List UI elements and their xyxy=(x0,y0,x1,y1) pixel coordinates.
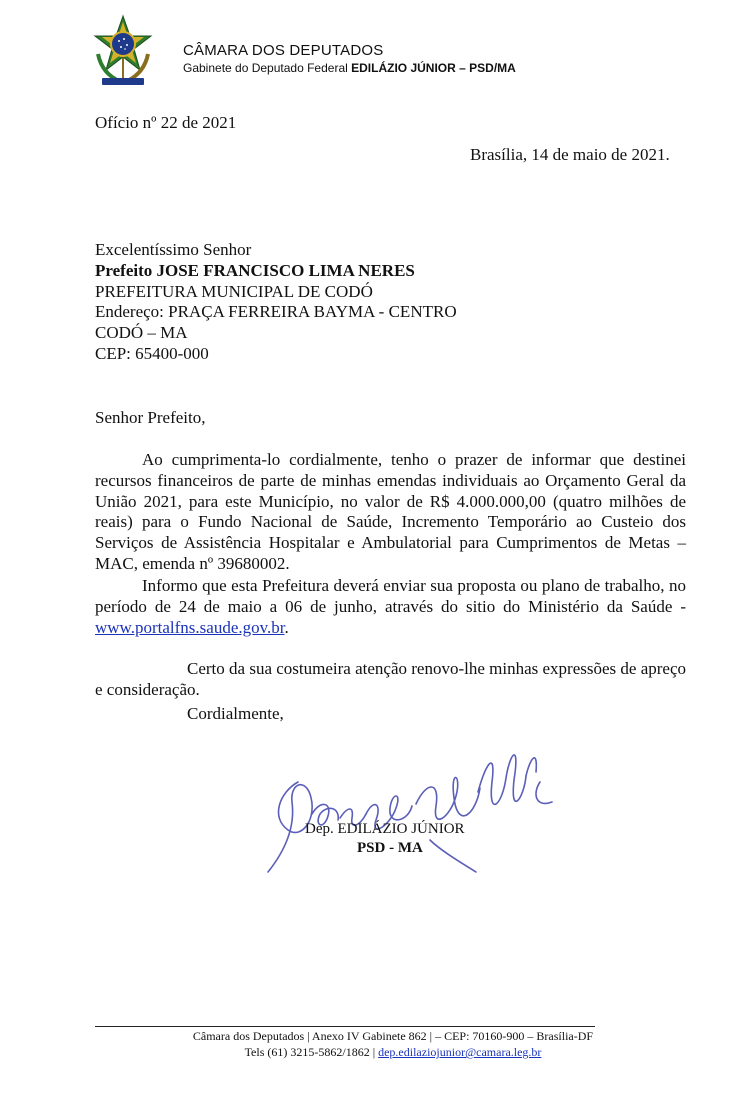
paragraph-2-text xyxy=(95,576,686,638)
handwritten-signature xyxy=(240,722,610,877)
paragraph-2-end: . xyxy=(284,617,289,637)
portal-link[interactable]: www.portalfns.saude.gov.br xyxy=(95,617,285,637)
recipient-cep: CEP: 65400-000 xyxy=(95,343,209,363)
salutation: Senhor Prefeito, xyxy=(95,408,206,427)
letter-reference: Ofício nº 22 de 2021 xyxy=(95,113,237,132)
paragraph-3-text: Certo da sua costumeira atenção renovo-lhe minhas expressões de apreço e consideração. xyxy=(95,659,686,699)
recipient-block xyxy=(95,240,457,365)
header-subtitle xyxy=(183,61,516,75)
recipient-institution: PREFEITURA MUNICIPAL DE CODÓ xyxy=(95,281,373,301)
footer-email-link[interactable]: dep.edilaziojunior@camara.leg.br xyxy=(378,1045,542,1059)
paragraph-1-text: Ao cumprimenta-lo cordialmente, tenho o prazer de informar que destinei recursos financeiros de parte de minhas emendas individuais ao Orçamento Geral da União 2021, para este Município, no valor de R$ 4.000.000,00 (quatro milhões de reais) para o Fundo Nacional de Saúde, Incremento Temporário ao Custeio dos Serviços de Assistência Hospitalar e Ambulatorial para Cumprimentos de Metas – MAC, emenda nº 39680002. xyxy=(95,450,686,573)
header-subtitle-deputy: EDILÁZIO JÚNIOR – PSD/MA xyxy=(351,61,516,75)
footer-contact xyxy=(0,1045,750,1060)
paragraph-2-body: Informo que esta Prefeitura deverá enviar sua proposta ou plano de trabalho, no período de 24 de maio a 06 de junho, através do sitio do Ministério da Saúde - xyxy=(95,576,686,616)
closing: Cordialmente, xyxy=(187,704,284,723)
recipient-address: Endereço: PRAÇA FERREIRA BAYMA - CENTRO xyxy=(95,302,457,322)
signer-party: PSD - MA xyxy=(357,840,423,856)
footer-divider xyxy=(95,1026,595,1027)
header-title: CÂMARA DOS DEPUTADOS xyxy=(183,42,384,59)
footer-phones: Tels (61) 3215-5862/1862 | xyxy=(244,1045,379,1059)
paragraph-1 xyxy=(95,450,686,575)
paragraph-2 xyxy=(95,576,686,638)
footer-address: Câmara dos Deputados | Anexo IV Gabinete 862 | – CEP: 70160-900 – Brasília-DF xyxy=(192,1029,594,1043)
recipient-city: CODÓ – MA xyxy=(95,323,188,343)
signer-name: Dep. EDILÁZIO JÚNIOR xyxy=(305,821,465,837)
recipient-honorific: Excelentíssimo Senhor xyxy=(95,240,252,259)
recipient-name: Prefeito JOSE FRANCISCO LIMA NERES xyxy=(95,260,415,280)
coat-of-arms-emblem xyxy=(88,14,158,90)
paragraph-3 xyxy=(95,659,686,701)
header-subtitle-prefix: Gabinete do Deputado Federal xyxy=(183,61,352,75)
place-date: Brasília, 14 de maio de 2021. xyxy=(470,145,670,164)
